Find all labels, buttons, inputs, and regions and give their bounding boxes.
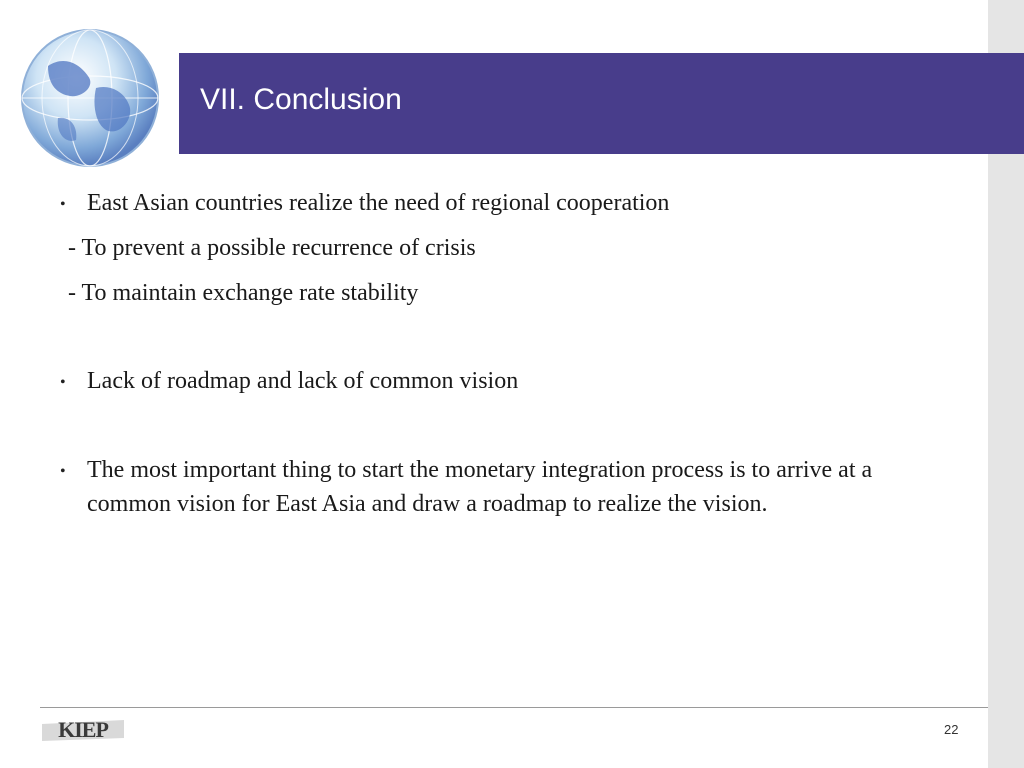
page-number: 22	[944, 722, 959, 737]
logo-text: KIEP	[58, 717, 108, 742]
slide-title: VII. Conclusion	[200, 83, 402, 116]
bullet-marker: •	[60, 374, 66, 391]
bullet-marker: •	[60, 463, 66, 480]
bullet-marker: •	[60, 196, 66, 213]
kiep-logo	[40, 714, 126, 744]
bullet-text: East Asian countries realize the need of regional cooperation	[87, 190, 670, 216]
sub-item: - To prevent a possible recurrence of crisis	[68, 235, 476, 261]
bullet-text: The most important thing to start the monetary integration process is to arrive at a common vision for East Asia and draw a roadmap to realize the vision.	[87, 457, 873, 517]
footer-divider	[40, 707, 988, 708]
sub-item: - To maintain exchange rate stability	[68, 280, 419, 306]
bullet-text: Lack of roadmap and lack of common vision	[87, 368, 519, 394]
